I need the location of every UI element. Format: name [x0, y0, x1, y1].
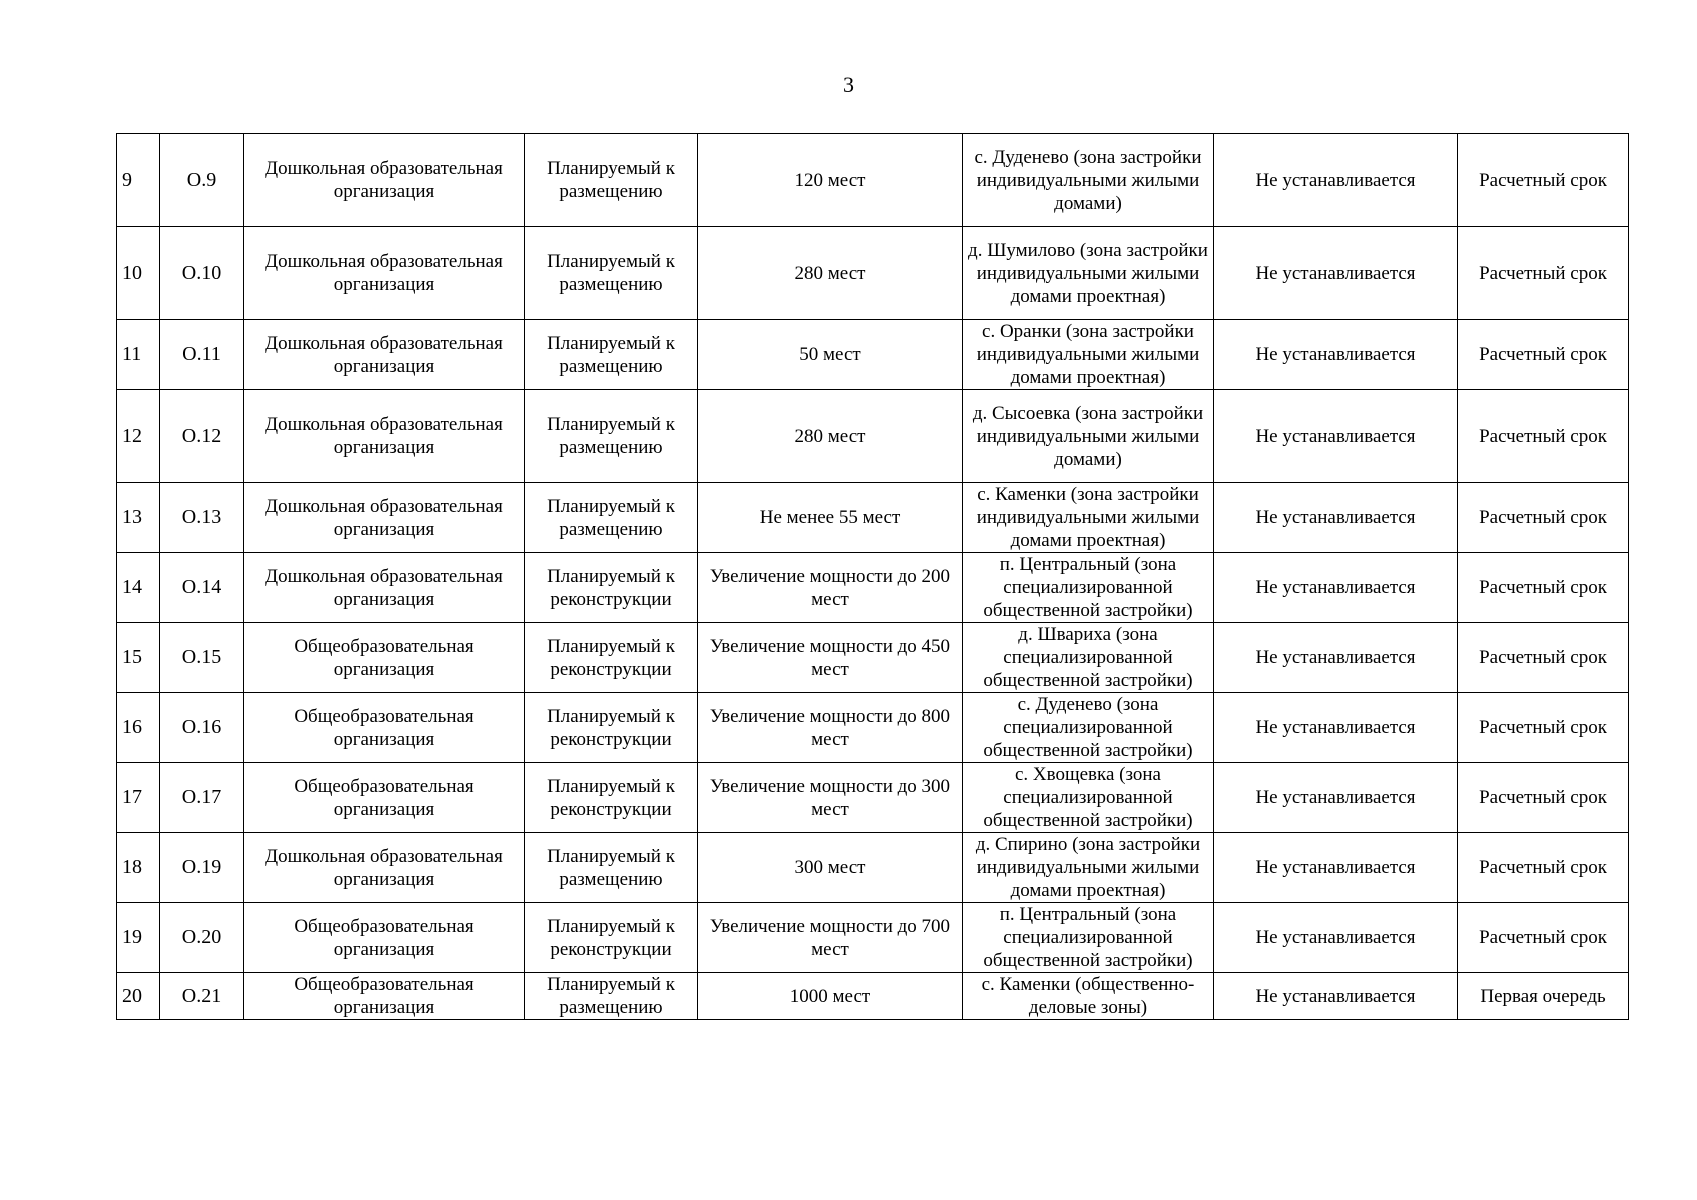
object-zone: Не устанавливается [1214, 903, 1458, 973]
object-location: с. Дуденево (зона застройки индивидуальными жилыми домами) [963, 134, 1214, 227]
object-code: О.21 [160, 973, 244, 1020]
object-code: О.10 [160, 227, 244, 320]
object-location: с. Каменки (общественно-деловые зоны) [963, 973, 1214, 1020]
object-capacity: 120 мест [698, 134, 963, 227]
object-code: О.16 [160, 693, 244, 763]
table-row [117, 903, 1629, 973]
object-code: О.17 [160, 763, 244, 833]
object-status: Планируемый к размещению [525, 320, 698, 390]
table-row [117, 693, 1629, 763]
table-row [117, 320, 1629, 390]
object-term: Расчетный срок [1458, 553, 1629, 623]
object-zone: Не устанавливается [1214, 553, 1458, 623]
table-row [117, 227, 1629, 320]
object-name: Дошкольная образовательная организация [244, 483, 525, 553]
object-status: Планируемый к реконструкции [525, 763, 698, 833]
object-status: Планируемый к размещению [525, 483, 698, 553]
object-location: д. Швариха (зона специализированной общественной застройки) [963, 623, 1214, 693]
object-name: Дошкольная образовательная организация [244, 320, 525, 390]
object-zone: Не устанавливается [1214, 390, 1458, 483]
row-number: 16 [117, 693, 160, 763]
object-capacity: Не менее 55 мест [698, 483, 963, 553]
row-number: 17 [117, 763, 160, 833]
object-status: Планируемый к реконструкции [525, 553, 698, 623]
object-location: д. Сысоевка (зона застройки индивидуальными жилыми домами) [963, 390, 1214, 483]
table-row [117, 134, 1629, 227]
object-zone: Не устанавливается [1214, 693, 1458, 763]
object-location: д. Шумилово (зона застройки индивидуальными жилыми домами проектная) [963, 227, 1214, 320]
object-name: Общеобразовательная организация [244, 763, 525, 833]
object-code: О.14 [160, 553, 244, 623]
object-capacity: Увеличение мощности до 300 мест [698, 763, 963, 833]
row-number: 12 [117, 390, 160, 483]
object-name: Общеобразовательная организация [244, 623, 525, 693]
objects-table [116, 133, 1629, 1020]
object-status: Планируемый к размещению [525, 134, 698, 227]
object-zone: Не устанавливается [1214, 227, 1458, 320]
object-term: Расчетный срок [1458, 483, 1629, 553]
object-zone: Не устанавливается [1214, 623, 1458, 693]
table-row [117, 763, 1629, 833]
object-zone: Не устанавливается [1214, 483, 1458, 553]
object-capacity: 280 мест [698, 227, 963, 320]
object-term: Расчетный срок [1458, 134, 1629, 227]
table-row [117, 973, 1629, 1020]
object-code: О.11 [160, 320, 244, 390]
object-capacity: Увеличение мощности до 700 мест [698, 903, 963, 973]
row-number: 13 [117, 483, 160, 553]
object-capacity: Увеличение мощности до 450 мест [698, 623, 963, 693]
object-code: О.15 [160, 623, 244, 693]
row-number: 11 [117, 320, 160, 390]
object-name: Общеобразовательная организация [244, 973, 525, 1020]
object-status: Планируемый к реконструкции [525, 693, 698, 763]
row-number: 20 [117, 973, 160, 1020]
object-term: Расчетный срок [1458, 903, 1629, 973]
page-number: 3 [843, 72, 854, 97]
object-capacity: 280 мест [698, 390, 963, 483]
object-status: Планируемый к размещению [525, 833, 698, 903]
object-name: Дошкольная образовательная организация [244, 833, 525, 903]
object-term: Первая очередь [1458, 973, 1629, 1020]
object-code: О.9 [160, 134, 244, 227]
object-location: с. Каменки (зона застройки индивидуальными жилыми домами проектная) [963, 483, 1214, 553]
object-term: Расчетный срок [1458, 833, 1629, 903]
object-status: Планируемый к размещению [525, 973, 698, 1020]
row-number: 18 [117, 833, 160, 903]
row-number: 14 [117, 553, 160, 623]
object-code: О.19 [160, 833, 244, 903]
object-term: Расчетный срок [1458, 390, 1629, 483]
object-name: Дошкольная образовательная организация [244, 553, 525, 623]
object-zone: Не устанавливается [1214, 973, 1458, 1020]
object-location: с. Хвощевка (зона специализированной общественной застройки) [963, 763, 1214, 833]
table-row [117, 623, 1629, 693]
object-capacity: 300 мест [698, 833, 963, 903]
row-number: 15 [117, 623, 160, 693]
object-name: Дошкольная образовательная организация [244, 134, 525, 227]
object-location: п. Центральный (зона специализированной общественной застройки) [963, 903, 1214, 973]
table-row [117, 833, 1629, 903]
object-location: с. Дуденево (зона специализированной общественной застройки) [963, 693, 1214, 763]
table-row [117, 483, 1629, 553]
object-capacity: 1000 мест [698, 973, 963, 1020]
object-zone: Не устанавливается [1214, 320, 1458, 390]
object-code: О.20 [160, 903, 244, 973]
object-term: Расчетный срок [1458, 320, 1629, 390]
object-zone: Не устанавливается [1214, 134, 1458, 227]
object-name: Общеобразовательная организация [244, 903, 525, 973]
object-zone: Не устанавливается [1214, 833, 1458, 903]
object-capacity: 50 мест [698, 320, 963, 390]
object-name: Дошкольная образовательная организация [244, 390, 525, 483]
table-row [117, 553, 1629, 623]
object-name: Дошкольная образовательная организация [244, 227, 525, 320]
object-name: Общеобразовательная организация [244, 693, 525, 763]
object-location: п. Центральный (зона специализированной общественной застройки) [963, 553, 1214, 623]
object-term: Расчетный срок [1458, 763, 1629, 833]
object-location: с. Оранки (зона застройки индивидуальными жилыми домами проектная) [963, 320, 1214, 390]
object-code: О.13 [160, 483, 244, 553]
row-number: 9 [117, 134, 160, 227]
object-status: Планируемый к размещению [525, 390, 698, 483]
object-status: Планируемый к размещению [525, 227, 698, 320]
object-status: Планируемый к реконструкции [525, 903, 698, 973]
object-term: Расчетный срок [1458, 693, 1629, 763]
object-zone: Не устанавливается [1214, 763, 1458, 833]
object-term: Расчетный срок [1458, 227, 1629, 320]
table-row [117, 390, 1629, 483]
object-code: О.12 [160, 390, 244, 483]
object-location: д. Спирино (зона застройки индивидуальными жилыми домами проектная) [963, 833, 1214, 903]
object-status: Планируемый к реконструкции [525, 623, 698, 693]
row-number: 19 [117, 903, 160, 973]
object-capacity: Увеличение мощности до 800 мест [698, 693, 963, 763]
object-capacity: Увеличение мощности до 200 мест [698, 553, 963, 623]
row-number: 10 [117, 227, 160, 320]
table-body [117, 134, 1629, 1020]
object-term: Расчетный срок [1458, 623, 1629, 693]
